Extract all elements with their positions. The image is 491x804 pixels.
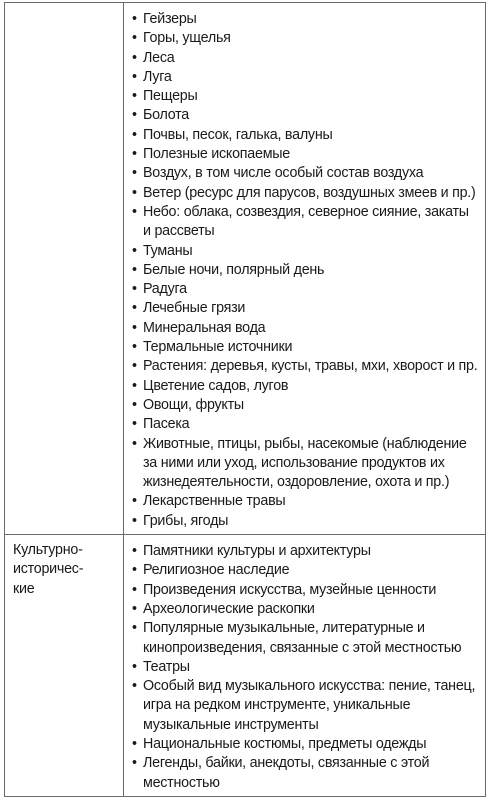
- items-cell: [124, 3, 486, 535]
- list-item: • Лечебные грязи: [130, 299, 479, 318]
- list-item: • Памятники культуры и архитектуры: [130, 542, 479, 561]
- table-row: [5, 535, 486, 797]
- list-item: • Почвы, песок, галька, валуны: [130, 126, 479, 145]
- list-item: • Лекарственные травы: [130, 492, 479, 511]
- list-item: • Цветение садов, лугов: [130, 377, 479, 396]
- category-cell: [5, 3, 124, 535]
- list-item: • Радуга: [130, 280, 479, 299]
- bullet-list: [130, 10, 479, 531]
- category-label-line: историчес-: [13, 561, 84, 578]
- list-item: • Национальные костюмы, предметы одежды: [130, 735, 479, 754]
- resources-table: [4, 2, 486, 797]
- category-label-line: Культурно-: [13, 542, 83, 559]
- category-cell: [5, 535, 124, 797]
- bullet-list: [130, 542, 479, 793]
- list-item: • Пасека: [130, 415, 479, 434]
- list-item: • Белые ночи, полярный день: [130, 261, 479, 280]
- list-item: • Растения: деревья, кусты, травы, мхи, хворост и пр.: [130, 357, 479, 376]
- list-item: • Леса: [130, 49, 479, 68]
- category-label-line: кие: [13, 580, 35, 597]
- list-item: • Грибы, ягоды: [130, 512, 479, 531]
- list-item: • Луга: [130, 68, 479, 87]
- category-label: [13, 541, 119, 599]
- list-item: • Легенды, байки, анекдоты, связанные с этой местностью: [130, 754, 479, 793]
- list-item: • Небо: облака, созвездия, северное сияние, закаты и рассветы: [130, 203, 479, 242]
- list-item: • Минеральная вода: [130, 319, 479, 338]
- list-item: • Термальные источники: [130, 338, 479, 357]
- list-item: • Археологические раскопки: [130, 600, 479, 619]
- list-item: • Ветер (ресурс для парусов, воздушных змеев и пр.): [130, 184, 479, 203]
- list-item: • Особый вид музыкального искусства: пение, танец, игра на редком инструменте, уникальные музыкальные инструменты: [130, 677, 479, 735]
- list-item: • Воздух, в том числе особый состав воздуха: [130, 164, 479, 183]
- list-item: • Овощи, фрукты: [130, 396, 479, 415]
- table-row: [5, 3, 486, 535]
- list-item: • Произведения искусства, музейные ценности: [130, 581, 479, 600]
- items-cell: [124, 535, 486, 797]
- list-item: • Полезные ископаемые: [130, 145, 479, 164]
- list-item: • Животные, птицы, рыбы, насекомые (наблюдение за ними или уход, использование продуктов их жизнедеятельности, оздоровление, охота и пр.): [130, 435, 479, 493]
- list-item: • Болота: [130, 106, 479, 125]
- list-item: • Религиозное наследие: [130, 561, 479, 580]
- list-item: • Театры: [130, 658, 479, 677]
- list-item: • Туманы: [130, 242, 479, 261]
- list-item: • Популярные музыкальные, литературные и кинопроизведения, связанные с этой местностью: [130, 619, 479, 658]
- list-item: • Пещеры: [130, 87, 479, 106]
- list-item: • Гейзеры: [130, 10, 479, 29]
- list-item: • Горы, ущелья: [130, 29, 479, 48]
